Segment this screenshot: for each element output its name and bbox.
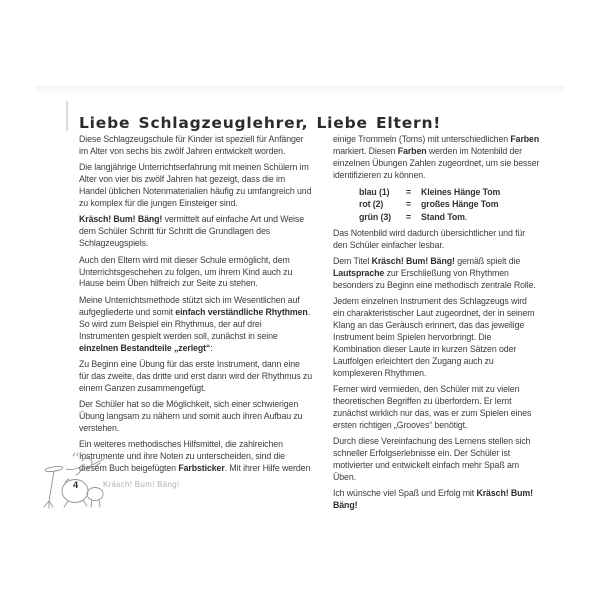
text-run: Der Schüler hat so die Möglichkeit, sich einer schwierigen Übung langsam zu nähern und somit auch ihren Aufbau zu verstehen. (79, 399, 303, 433)
paragraph (333, 296, 540, 379)
tom-legend-row (359, 211, 540, 223)
bold-text-run: Kräsch! Bum! Bäng! (371, 256, 455, 267)
text-run: Zu Beginn eine Übung für das erste Instrument, dann eine für das zweite, das dritte und erst dann wird der Rhythmus zu einem Ganzen zusammengefügt. (79, 358, 312, 393)
tom-legend-row (359, 198, 540, 210)
bold-text-run: Kräsch! Bum! Bäng! (333, 488, 533, 511)
page-top-edge (36, 86, 564, 93)
bold-text-run: Farben (397, 145, 427, 156)
tom-color-legend (359, 186, 540, 223)
tom-color-label: rot (2) (359, 199, 384, 210)
text-run: Durch diese Vereinfachung des Lernens stellen sich schneller Erfolgserlebnisse ein. Der Schüler ist motivierter und entwickelt einfach mehr Spaß am Üben. (333, 436, 531, 482)
text-run: Ein weiteres methodisches Hilfsmittel, die zahlreichen Instrumente und ihre Noten zu unterscheiden, sind die diesem Buch beigefügten (79, 439, 285, 474)
paragraph (333, 228, 540, 252)
page-number: 4 (72, 480, 79, 491)
text-run: : (210, 342, 213, 353)
tom-name: großes Hänge Tom (421, 199, 499, 210)
text-run: Ich wünsche viel Spaß und Erfolg mit (333, 488, 477, 499)
equals-sign: = (406, 187, 412, 198)
text-run: zur Erschließung von Rhythmen besonders zu Beginn eine methodisch zentrale Rolle. (333, 267, 536, 290)
tom-color-label: blau (1) (359, 187, 390, 198)
bold-text-run: einzelnen Bestandteile „zerlegt“ (79, 342, 211, 353)
page-left-edge-line (66, 101, 68, 131)
right-column (333, 134, 540, 517)
text-run: markiert. Diesen (333, 145, 398, 156)
text-run: Die langjährige Unterrichtserfahrung mit meinen Schülern im Alter von vier bis zwölf Jahren hat gezeigt, dass die im Handel üblichen Notenmaterialien häufig zu umfangreich und zu komplex für die jungen Einsteiger sind. (79, 162, 312, 209)
tom-color-label: grün (3) (359, 211, 391, 222)
right-column-top (333, 134, 540, 182)
bold-text-run: einfach verständliche Rhythmen (175, 306, 308, 317)
paragraph (79, 134, 312, 158)
paragraph (79, 399, 312, 435)
paragraph (79, 295, 312, 355)
tom-suffix: . (464, 211, 468, 222)
paragraph (333, 488, 540, 512)
text-run: Diese Schlagzeugschule für Kinder ist speziell für Anfänger im Alter von sechs bis zwölf Jahren entwickelt worden. (79, 134, 304, 156)
text-run: Ferner wird vermieden, den Schüler mit zu vielen theoretischen Begriffen zu überfordern. Er lernt zunächst wirklich nur das, was er zum Spielen eines ersten richtigen „Grooves“ benötigt. (333, 384, 532, 430)
paragraph (79, 214, 312, 250)
right-column-bottom (333, 228, 540, 512)
text-run: . Mit ihrer Hilfe werden (224, 463, 311, 474)
bold-text-run: Farbsticker (178, 463, 225, 474)
equals-sign: = (406, 199, 412, 210)
footer-book-title: Kräsch! Bum! Bäng! (103, 480, 180, 489)
page-title: Liebe Schlagzeuglehrer, Liebe Eltern! (79, 114, 442, 133)
paragraph (79, 162, 312, 210)
text-run: Dem Titel (333, 256, 372, 267)
paragraph (333, 436, 540, 484)
bold-text-run: Farben (510, 134, 540, 144)
paragraph (79, 255, 312, 291)
bold-text-run: Kräsch! Bum! Bäng! (79, 214, 163, 225)
text-columns (79, 134, 540, 517)
bold-text-run: Lautsprache (333, 267, 385, 278)
paragraph (333, 134, 540, 182)
text-run: vermittelt auf einfache Art und Weise dem Schüler Schritt für Schritt die Grundlagen des Schlagzeugspiels. (79, 214, 304, 249)
text-run: Meine Unterrichtsmethode stützt sich im Wesentlichen auf aufgegliederte und somit (79, 294, 300, 317)
text-run: Das Notenbild wird dadurch übersichtlicher und für den Schüler einfacher lesbar. (333, 227, 526, 250)
equals-sign: = (406, 211, 412, 222)
text-run: gemäß spielt die (454, 256, 521, 267)
paragraph (79, 359, 312, 395)
text-run: Auch den Eltern wird mit dieser Schule ermöglicht, dem Unterrichtsgeschehen zu folgen, um ihrem Kind auch zu Hause beim Üben hilfreich zur Seite zu stehen. (79, 254, 293, 289)
paragraph (333, 256, 540, 292)
tom-name: Kleines Hänge Tom (421, 187, 501, 198)
text-run: einige Trommeln (Toms) mit unterschiedlichen (333, 134, 511, 144)
tom-legend-row (359, 186, 540, 198)
tom-name: Stand Tom (421, 211, 465, 222)
text-run: . So wird zum Beispiel ein Rhythmus, der auf drei Instrumenten gespielt werden soll, zunächst in seine (79, 306, 311, 341)
paragraph (333, 384, 540, 432)
text-run: Jedem einzelnen Instrument des Schlagzeugs wird ein charakteristischer Laut zugeordnet, der in seinem Klang an das Geräusch erinnert, das das jeweilige Instrument beim Spielen hervorbringt. Die Kombination dieser Laute in kurzen Sätzen oder Lautfolgen erleichtert den Zugang auch zu komplexeren Rhythmen. (333, 296, 535, 378)
text-run: werden im Notenbild der einzelnen Übungen Zahlen zugeordnet, um sie besser identifizieren zu können. (333, 145, 540, 180)
